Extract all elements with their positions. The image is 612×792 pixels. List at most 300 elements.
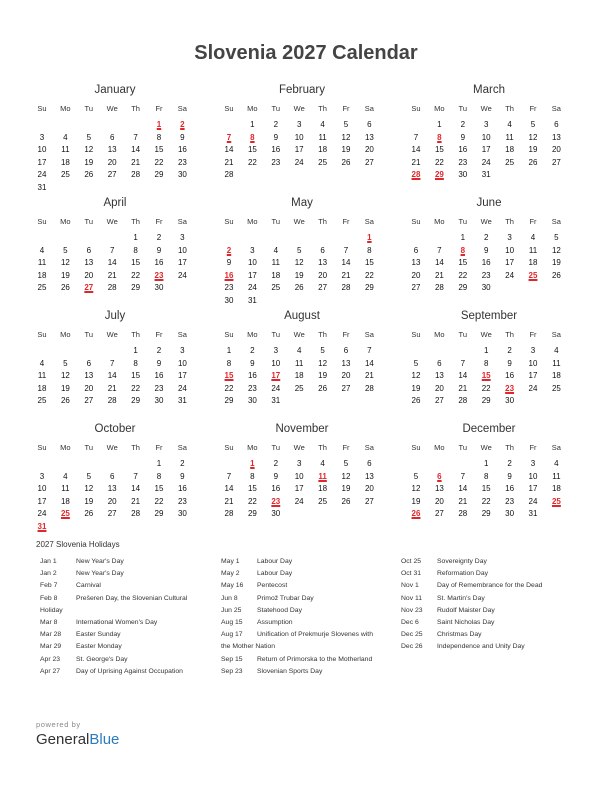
day-cell: 21 bbox=[341, 270, 351, 280]
day-cell: 8 bbox=[250, 471, 255, 481]
holiday-day: 15 bbox=[224, 371, 234, 381]
day-cell: 19 bbox=[60, 383, 70, 393]
day-cell: 15 bbox=[154, 484, 164, 494]
day-cell: 22 bbox=[247, 496, 257, 506]
day-cell: 16 bbox=[177, 145, 187, 155]
month-name: April bbox=[103, 197, 127, 209]
weekday-label: Th bbox=[131, 443, 140, 452]
day-cell: 23 bbox=[177, 157, 187, 167]
holiday-day: 16 bbox=[224, 270, 234, 280]
day-cell: 18 bbox=[294, 371, 304, 381]
day-cell: 29 bbox=[154, 170, 164, 180]
day-cell: 15 bbox=[154, 145, 164, 155]
weekday-label: Sa bbox=[364, 443, 374, 452]
day-cell: 3 bbox=[483, 120, 489, 129]
holiday-name: St. Martin's Day bbox=[437, 594, 485, 602]
day-cell: 2 bbox=[507, 346, 512, 355]
day-cell: 12 bbox=[294, 258, 304, 268]
weekday-label: Sa bbox=[551, 217, 561, 226]
month-name: February bbox=[278, 84, 326, 96]
day-cell: 7 bbox=[460, 471, 466, 481]
day-cell: 6 bbox=[343, 346, 349, 355]
day-cell: 30 bbox=[177, 170, 187, 180]
month-name: May bbox=[291, 197, 313, 209]
day-cell: 3 bbox=[39, 132, 45, 142]
weekday-label: Su bbox=[37, 104, 47, 113]
day-cell: 4 bbox=[530, 233, 536, 242]
holiday-date: Dec 26 bbox=[401, 643, 423, 651]
month-name: July bbox=[104, 310, 126, 322]
day-cell: 3 bbox=[296, 459, 302, 468]
day-cell: 27 bbox=[107, 170, 117, 180]
day-cell: 12 bbox=[341, 132, 351, 142]
weekday-label: Sa bbox=[551, 330, 561, 339]
day-cell: 20 bbox=[434, 496, 444, 506]
weekday-label: Th bbox=[505, 217, 514, 226]
holiday-name: Carnival bbox=[76, 582, 101, 590]
day-cell: 4 bbox=[507, 120, 512, 129]
weekday-label: Su bbox=[411, 443, 421, 452]
holiday-day: 31 bbox=[37, 522, 47, 531]
day-cell: 9 bbox=[507, 471, 512, 481]
day-cell: 3 bbox=[250, 245, 255, 255]
day-cell: 19 bbox=[551, 258, 561, 268]
day-cell: 11 bbox=[318, 132, 327, 142]
day-cell: 17 bbox=[37, 496, 47, 506]
weekday-label: Tu bbox=[458, 443, 468, 452]
day-cell: 1 bbox=[156, 459, 162, 468]
weekday-label: Fr bbox=[342, 330, 350, 339]
day-cell: 26 bbox=[294, 283, 304, 293]
day-cell: 5 bbox=[343, 459, 349, 468]
day-cell: 28 bbox=[458, 396, 468, 406]
day-cell: 26 bbox=[341, 496, 351, 506]
weekday-label: Su bbox=[224, 330, 234, 339]
holiday-day: 15 bbox=[481, 371, 491, 381]
day-cell: 10 bbox=[271, 358, 281, 368]
day-cell: 11 bbox=[528, 245, 538, 255]
day-cell: 13 bbox=[364, 471, 374, 481]
day-cell: 25 bbox=[60, 170, 70, 180]
day-cell: 2 bbox=[483, 233, 489, 242]
day-cell: 26 bbox=[341, 157, 351, 167]
holiday-day: 17 bbox=[271, 371, 281, 381]
day-cell: 9 bbox=[156, 245, 162, 255]
day-cell: 14 bbox=[224, 484, 234, 494]
day-cell: 12 bbox=[60, 258, 70, 268]
day-cell: 1 bbox=[437, 120, 442, 129]
day-cell: 14 bbox=[434, 258, 444, 268]
weekday-label: Mo bbox=[434, 443, 445, 452]
weekday-label: Tu bbox=[458, 330, 468, 339]
day-cell: 24 bbox=[294, 496, 304, 506]
holiday-date: Apr 27 bbox=[40, 667, 61, 675]
day-cell: 10 bbox=[247, 258, 257, 268]
holiday-date: Jun 8 bbox=[221, 594, 238, 602]
day-cell: 19 bbox=[60, 270, 70, 280]
weekday-label: Su bbox=[37, 443, 47, 452]
day-cell: 13 bbox=[434, 371, 444, 381]
day-cell: 17 bbox=[247, 270, 257, 280]
weekday-label: Fr bbox=[529, 217, 537, 226]
holiday-name: Statehood Day bbox=[257, 606, 302, 614]
day-cell: 18 bbox=[37, 383, 47, 393]
day-cell: 17 bbox=[294, 484, 304, 494]
day-cell: 26 bbox=[60, 283, 70, 293]
day-cell: 18 bbox=[551, 484, 561, 494]
day-cell: 4 bbox=[273, 245, 279, 255]
holiday-date: Nov 1 bbox=[401, 582, 419, 590]
day-cell: 22 bbox=[154, 157, 164, 167]
month-march bbox=[410, 84, 568, 188]
weekday-label: Tu bbox=[84, 443, 94, 452]
day-cell: 6 bbox=[367, 120, 372, 129]
day-cell: 28 bbox=[131, 170, 141, 180]
weekday-label: We bbox=[480, 104, 492, 113]
day-cell: 20 bbox=[107, 496, 117, 506]
day-cell: 19 bbox=[84, 496, 94, 506]
day-cell: 5 bbox=[530, 120, 536, 129]
day-cell: 24 bbox=[177, 383, 187, 393]
holiday-day: 25 bbox=[528, 270, 538, 280]
day-cell: 24 bbox=[505, 270, 515, 280]
day-cell: 21 bbox=[224, 157, 234, 167]
day-cell: 2 bbox=[273, 120, 279, 129]
day-cell: 20 bbox=[551, 145, 561, 155]
holiday-day: 8 bbox=[250, 132, 255, 142]
day-cell: 19 bbox=[84, 157, 94, 167]
day-cell: 12 bbox=[411, 371, 421, 381]
day-cell: 12 bbox=[528, 132, 538, 142]
day-cell: 2 bbox=[507, 459, 512, 468]
holiday-date: Jan 2 bbox=[40, 570, 57, 578]
holiday-day: 23 bbox=[154, 270, 164, 280]
day-cell: 25 bbox=[505, 157, 515, 167]
day-cell: 14 bbox=[458, 484, 468, 494]
weekday-label: Sa bbox=[364, 217, 374, 226]
weekday-label: Tu bbox=[458, 104, 468, 113]
day-cell: 7 bbox=[133, 471, 138, 481]
day-cell: 9 bbox=[483, 245, 489, 255]
day-cell: 6 bbox=[367, 459, 372, 468]
day-cell: 15 bbox=[131, 258, 141, 268]
day-cell: 6 bbox=[86, 358, 92, 368]
day-cell: 29 bbox=[364, 283, 374, 293]
day-cell: 4 bbox=[320, 120, 325, 129]
holiday-name: Easter Monday bbox=[76, 643, 122, 651]
day-cell: 16 bbox=[154, 371, 164, 381]
month-name: January bbox=[94, 84, 136, 96]
day-cell: 17 bbox=[177, 258, 187, 268]
day-cell: 20 bbox=[364, 484, 374, 494]
day-cell: 18 bbox=[60, 157, 70, 167]
day-cell: 21 bbox=[107, 383, 117, 393]
month-november bbox=[223, 423, 381, 527]
holiday-name: Labour Day bbox=[257, 558, 293, 565]
day-cell: 30 bbox=[505, 396, 515, 406]
day-cell: 25 bbox=[551, 383, 561, 393]
day-cell: 18 bbox=[551, 371, 561, 381]
day-cell: 18 bbox=[505, 145, 515, 155]
day-cell: 17 bbox=[37, 157, 47, 167]
day-cell: 22 bbox=[154, 496, 164, 506]
day-cell: 7 bbox=[133, 132, 138, 142]
holiday-day: 7 bbox=[226, 132, 232, 142]
day-cell: 2 bbox=[460, 120, 466, 129]
holiday-name: Assumption bbox=[257, 618, 293, 626]
day-cell: 30 bbox=[505, 509, 515, 519]
day-cell: 17 bbox=[177, 371, 187, 381]
day-cell: 5 bbox=[320, 346, 325, 355]
day-cell: 9 bbox=[507, 358, 512, 368]
weekday-label: Su bbox=[411, 330, 421, 339]
day-cell: 21 bbox=[107, 270, 117, 280]
day-cell: 3 bbox=[530, 346, 536, 355]
holiday-date: Nov 11 bbox=[401, 594, 423, 602]
day-cell: 27 bbox=[341, 383, 351, 393]
holiday-day: 25 bbox=[60, 509, 70, 519]
day-cell: 8 bbox=[133, 245, 138, 255]
day-cell: 23 bbox=[177, 496, 187, 506]
weekday-label: We bbox=[293, 104, 305, 113]
holiday-day: 8 bbox=[437, 132, 442, 142]
day-cell: 12 bbox=[318, 358, 328, 368]
weekday-label: Sa bbox=[364, 104, 374, 113]
holiday-date: Sep 15 bbox=[221, 655, 243, 663]
day-cell: 7 bbox=[460, 358, 466, 368]
holiday-date: Dec 25 bbox=[401, 631, 423, 639]
day-cell: 17 bbox=[528, 371, 538, 381]
month-september bbox=[410, 310, 568, 414]
holiday-day: 28 bbox=[411, 170, 421, 180]
holiday-date: Nov 23 bbox=[401, 606, 423, 614]
holiday-name: Labour Day bbox=[257, 570, 293, 578]
weekday-label: Fr bbox=[155, 217, 163, 226]
day-cell: 9 bbox=[273, 132, 279, 142]
day-cell: 22 bbox=[481, 383, 491, 393]
day-cell: 30 bbox=[458, 170, 468, 180]
day-cell: 20 bbox=[434, 383, 444, 393]
weekday-label: Th bbox=[318, 104, 327, 113]
day-cell: 22 bbox=[247, 157, 257, 167]
weekday-label: Mo bbox=[247, 104, 258, 113]
holiday-day: 29 bbox=[434, 170, 444, 180]
day-cell: 19 bbox=[294, 270, 304, 280]
weekday-label: Fr bbox=[529, 443, 537, 452]
day-cell: 28 bbox=[107, 396, 117, 406]
day-cell: 28 bbox=[341, 283, 351, 293]
day-cell: 17 bbox=[528, 484, 538, 494]
day-cell: 18 bbox=[271, 270, 281, 280]
day-cell: 5 bbox=[63, 245, 68, 255]
day-cell: 27 bbox=[434, 509, 444, 519]
day-cell: 24 bbox=[528, 383, 538, 393]
day-cell: 5 bbox=[86, 132, 92, 142]
day-cell: 16 bbox=[505, 484, 515, 494]
weekday-label: Mo bbox=[434, 104, 445, 113]
day-cell: 26 bbox=[411, 396, 421, 406]
holiday-name: International Women's Day bbox=[76, 618, 158, 626]
holiday-date: Jun 25 bbox=[221, 606, 242, 614]
day-cell: 16 bbox=[154, 258, 164, 268]
day-cell: 27 bbox=[107, 509, 117, 519]
weekday-label: Th bbox=[131, 104, 140, 113]
day-cell: 28 bbox=[131, 509, 141, 519]
weekday-label: Mo bbox=[247, 330, 258, 339]
day-cell: 22 bbox=[434, 157, 444, 167]
day-cell: 8 bbox=[483, 358, 489, 368]
day-cell: 23 bbox=[481, 270, 491, 280]
day-cell: 6 bbox=[320, 245, 325, 255]
weekday-label: Mo bbox=[434, 330, 445, 339]
day-cell: 9 bbox=[180, 471, 185, 481]
day-cell: 2 bbox=[156, 346, 162, 355]
day-cell: 9 bbox=[226, 258, 232, 268]
day-cell: 8 bbox=[226, 358, 232, 368]
holiday-name: Reformation Day bbox=[437, 570, 488, 578]
holiday-date: Sep 23 bbox=[221, 667, 243, 675]
weekday-label: Mo bbox=[434, 217, 445, 226]
day-cell: 4 bbox=[63, 132, 68, 142]
day-cell: 6 bbox=[413, 245, 419, 255]
month-name: December bbox=[462, 423, 516, 435]
weekday-label: We bbox=[480, 330, 492, 339]
day-cell: 15 bbox=[247, 484, 257, 494]
weekday-label: Sa bbox=[177, 443, 187, 452]
day-cell: 4 bbox=[554, 459, 559, 468]
day-cell: 23 bbox=[247, 383, 257, 393]
day-cell: 5 bbox=[343, 120, 349, 129]
day-cell: 1 bbox=[483, 459, 489, 468]
weekday-label: Th bbox=[131, 330, 140, 339]
day-cell: 28 bbox=[224, 170, 234, 180]
holiday-name: New Year's Day bbox=[76, 558, 124, 565]
day-cell: 18 bbox=[60, 496, 70, 506]
month-april bbox=[36, 197, 194, 301]
day-cell: 13 bbox=[107, 145, 117, 155]
day-cell: 7 bbox=[226, 471, 232, 481]
day-cell: 18 bbox=[318, 484, 328, 494]
day-cell: 12 bbox=[411, 484, 421, 494]
day-cell: 20 bbox=[411, 270, 421, 280]
day-cell: 12 bbox=[341, 471, 351, 481]
day-cell: 24 bbox=[37, 509, 47, 519]
holiday-date: May 16 bbox=[221, 582, 244, 590]
weekday-label: Mo bbox=[60, 217, 71, 226]
day-cell: 25 bbox=[271, 283, 281, 293]
weekday-label: Tu bbox=[271, 443, 281, 452]
weekday-label: Fr bbox=[342, 104, 350, 113]
day-cell: 1 bbox=[250, 120, 255, 129]
holiday-name: Slovenian Sports Day bbox=[257, 667, 323, 675]
holiday-name: Prešeren Day, the Slovenian Cultural bbox=[76, 594, 188, 602]
day-cell: 20 bbox=[107, 157, 117, 167]
day-cell: 22 bbox=[364, 270, 374, 280]
day-cell: 31 bbox=[481, 170, 491, 180]
day-cell: 5 bbox=[63, 358, 68, 368]
day-cell: 19 bbox=[341, 145, 351, 155]
day-cell: 7 bbox=[343, 245, 349, 255]
weekday-label: Su bbox=[411, 217, 421, 226]
weekday-label: Su bbox=[37, 217, 47, 226]
day-cell: 3 bbox=[39, 471, 45, 481]
weekday-label: Tu bbox=[458, 217, 468, 226]
holiday-date: Aug 15 bbox=[221, 618, 243, 626]
day-cell: 26 bbox=[551, 270, 561, 280]
month-january bbox=[36, 84, 194, 192]
day-cell: 22 bbox=[481, 496, 491, 506]
weekday-label: Th bbox=[131, 217, 140, 226]
month-december bbox=[410, 423, 568, 527]
day-cell: 30 bbox=[271, 509, 281, 519]
weekday-label: Fr bbox=[342, 443, 350, 452]
day-cell: 6 bbox=[437, 358, 442, 368]
day-cell: 14 bbox=[411, 145, 421, 155]
day-cell: 20 bbox=[84, 383, 94, 393]
day-cell: 10 bbox=[505, 245, 515, 255]
day-cell: 19 bbox=[341, 484, 351, 494]
day-cell: 21 bbox=[458, 383, 468, 393]
day-cell: 1 bbox=[460, 233, 466, 242]
day-cell: 2 bbox=[250, 346, 255, 355]
weekday-label: Sa bbox=[551, 443, 561, 452]
day-cell: 4 bbox=[39, 245, 45, 255]
day-cell: 24 bbox=[294, 157, 304, 167]
day-cell: 1 bbox=[226, 346, 232, 355]
day-cell: 21 bbox=[458, 496, 468, 506]
holiday-day: 26 bbox=[411, 509, 421, 519]
day-cell: 12 bbox=[551, 245, 561, 255]
holiday-name: Primož Trubar Day bbox=[257, 594, 314, 602]
holiday-name: Unification of Prekmurje Slovenes with bbox=[257, 631, 373, 639]
holiday-name: Return of Primorska to the Motherland bbox=[257, 655, 373, 663]
day-cell: 29 bbox=[481, 396, 491, 406]
day-cell: 10 bbox=[177, 358, 187, 368]
day-cell: 23 bbox=[505, 496, 515, 506]
holiday-day: 25 bbox=[551, 496, 561, 506]
weekday-label: Sa bbox=[364, 330, 374, 339]
day-cell: 4 bbox=[320, 459, 325, 468]
weekday-label: Su bbox=[37, 330, 47, 339]
day-cell: 16 bbox=[458, 145, 468, 155]
day-cell: 12 bbox=[84, 484, 94, 494]
day-cell: 29 bbox=[247, 509, 257, 519]
day-cell: 8 bbox=[483, 471, 489, 481]
day-cell: 26 bbox=[318, 383, 328, 393]
weekday-label: We bbox=[293, 330, 305, 339]
day-cell: 11 bbox=[37, 258, 47, 268]
weekday-label: Tu bbox=[84, 217, 94, 226]
weekday-label: Mo bbox=[247, 443, 258, 452]
day-cell: 2 bbox=[156, 233, 162, 242]
day-cell: 27 bbox=[551, 157, 561, 167]
holiday-date: Mar 29 bbox=[40, 643, 62, 651]
day-cell: 23 bbox=[458, 157, 468, 167]
holiday-date: Mar 28 bbox=[40, 631, 62, 639]
weekday-label: Su bbox=[224, 104, 234, 113]
day-cell: 19 bbox=[318, 371, 328, 381]
weekday-label: Fr bbox=[529, 104, 537, 113]
day-cell: 11 bbox=[552, 358, 561, 368]
day-cell: 28 bbox=[107, 283, 117, 293]
day-cell: 27 bbox=[318, 283, 328, 293]
month-june bbox=[410, 197, 568, 301]
day-cell: 6 bbox=[86, 245, 92, 255]
day-cell: 11 bbox=[61, 145, 70, 155]
day-cell: 6 bbox=[109, 132, 115, 142]
holiday-date: Apr 23 bbox=[40, 655, 61, 663]
day-cell: 5 bbox=[413, 358, 419, 368]
